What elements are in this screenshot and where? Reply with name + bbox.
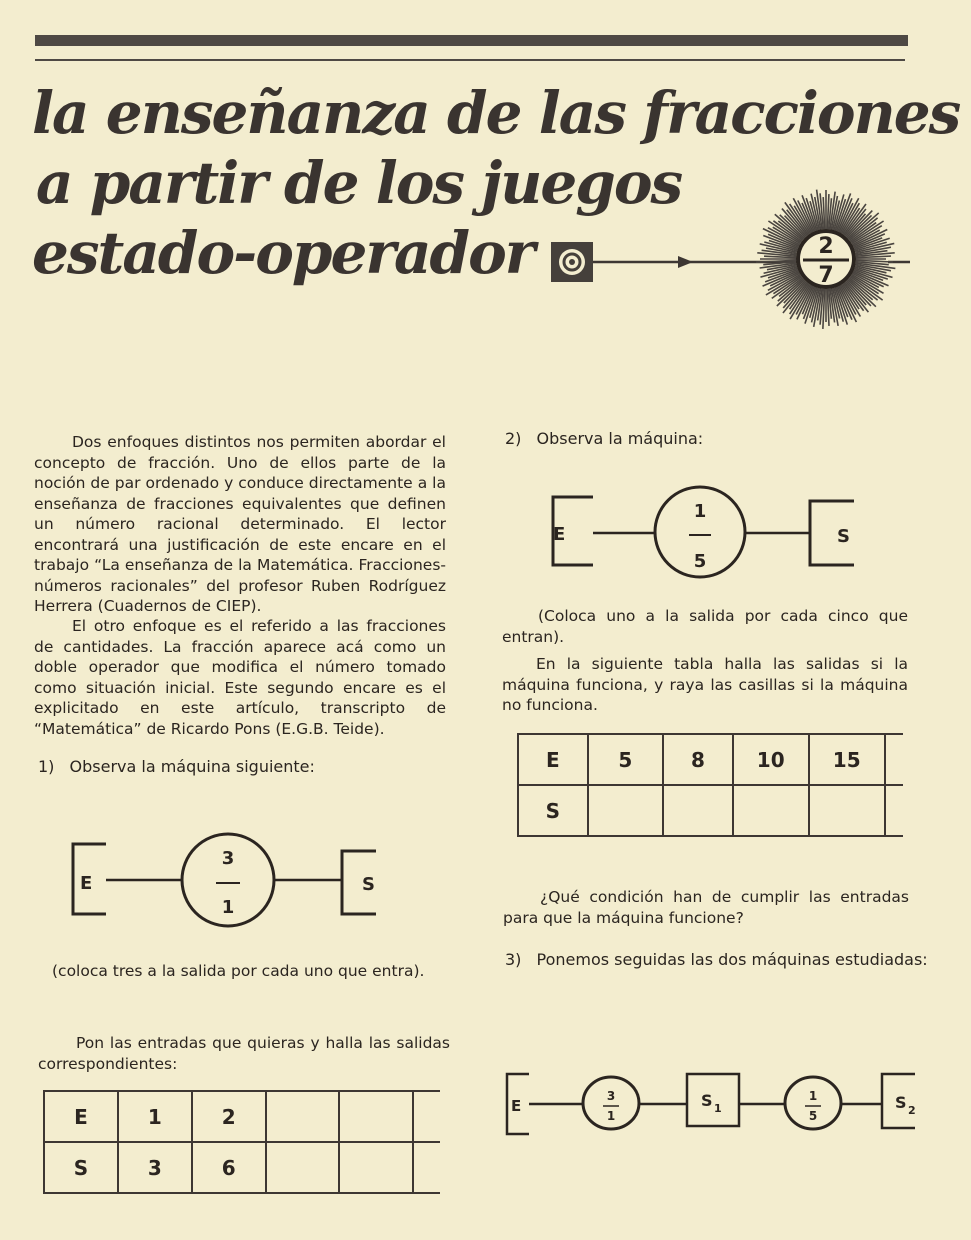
table-cell[interactable] — [266, 1091, 340, 1142]
item-2-text: Observa la máquina: — [536, 429, 704, 448]
machine-1-output-label: S — [362, 874, 375, 895]
table-cell[interactable] — [588, 785, 663, 836]
item-3-heading — [505, 950, 928, 969]
item-3-number: 3) — [505, 950, 522, 969]
table-cell — [885, 734, 903, 785]
table-cell: 15 — [809, 734, 885, 785]
table-1 — [43, 1090, 440, 1194]
table-cell[interactable] — [339, 1142, 413, 1193]
chain-op1-denominator: 1 — [606, 1109, 616, 1123]
table-row — [518, 734, 903, 785]
intro-paragraph-2: El otro enfoque es el referido a las fracciones de cantidades. La fracción aparece acá como un doble operador que modifica el número tomado como situación inicial. Este segundo encare es el explicitado en este artículo, transcripto de “Matemática” de Ricardo Pons (E.G.B. Teide). — [34, 617, 446, 738]
title-emblem — [548, 185, 913, 335]
table-row — [44, 1142, 440, 1193]
item-2-instruction: En la siguiente tabla halla las salidas si la máquina funciona, y raya las casillas si la máquina no funciona. — [502, 655, 908, 714]
item-2-heading — [505, 429, 703, 448]
header-rule-thin — [35, 59, 905, 61]
chain-mid-letter: S — [701, 1091, 713, 1110]
intermediate-box — [687, 1074, 739, 1126]
item-1-number: 1) — [38, 757, 55, 776]
table-cell: 5 — [588, 734, 663, 785]
machine-1-diagram — [68, 833, 398, 933]
table-row — [518, 785, 903, 836]
table-row — [44, 1091, 440, 1142]
table-cell: E — [44, 1091, 118, 1142]
title-line-2: a partir de los juegos — [36, 149, 682, 217]
table-cell: 1 — [118, 1091, 192, 1142]
machine-2-input-label: E — [553, 524, 566, 545]
header-rule-thick — [35, 35, 908, 46]
table-cell — [885, 785, 903, 836]
machine-chain-diagram — [505, 1068, 920, 1143]
chain-mid-subscript: 1 — [714, 1102, 722, 1115]
chain-out-subscript: 2 — [908, 1104, 916, 1117]
item-3-text: Ponemos seguidas las dos máquinas estudiadas: — [536, 950, 928, 969]
machine-1-numerator: 3 — [221, 848, 235, 869]
title-line-1: la enseñanza de las fracciones — [32, 79, 960, 147]
item-2-number: 2) — [505, 429, 522, 448]
table-cell: 6 — [192, 1142, 266, 1193]
chain-out-letter: S — [895, 1093, 907, 1112]
table-cell[interactable] — [809, 785, 885, 836]
machine-2-output-label: S — [837, 526, 850, 547]
table-cell[interactable] — [339, 1091, 413, 1142]
machine-2-diagram — [548, 485, 868, 585]
item-1-text: Observa la máquina siguiente: — [69, 757, 315, 776]
item-2-caption: (Coloca uno a la salida por cada cinco que entran). — [502, 607, 908, 646]
emblem-denominator: 7 — [818, 263, 834, 288]
table-cell: 3 — [118, 1142, 192, 1193]
table-cell: E — [518, 734, 588, 785]
chain-op2-numerator: 1 — [808, 1089, 818, 1103]
emblem-numerator: 2 — [818, 234, 834, 259]
table-cell: 10 — [733, 734, 809, 785]
machine-1-denominator: 1 — [221, 897, 235, 918]
table-cell: S — [44, 1142, 118, 1193]
table-cell: 8 — [663, 734, 733, 785]
item-1-instruction: Pon las entradas que quieras y halla las salidas correspondientes: — [38, 1034, 450, 1073]
machine-2-numerator: 1 — [693, 501, 707, 522]
title-line-3: estado-operador — [32, 219, 534, 287]
table-cell — [413, 1142, 440, 1193]
intro-paragraph-1: Dos enfoques distintos nos permiten abordar el concepto de fracción. Uno de ellos parte de la noción de par ordenado y conduce directamente a la enseñanza de fracciones equivalentes que definen un número racional determinado. El lector encontrará una justificación de este encare en el trabajo “La enseñanza de la Matemática. Fracciones-números racionales” del profesor Ruben Rodríguez Herrera (Cuadernos de CIEP). — [34, 433, 446, 615]
chain-op2-denominator: 5 — [808, 1109, 818, 1123]
item-1-caption: (coloca tres a la salida por cada uno que entra). — [52, 962, 425, 980]
table-cell: 2 — [192, 1091, 266, 1142]
chain-op1-numerator: 3 — [606, 1089, 616, 1103]
machine-2-denominator: 5 — [693, 551, 707, 572]
item-2-question: ¿Qué condición han de cumplir las entradas para que la máquina funcione? — [503, 888, 909, 927]
chain-input-label: E — [511, 1097, 522, 1115]
table-cell[interactable] — [266, 1142, 340, 1193]
table-2 — [517, 733, 903, 837]
machine-1-input-label: E — [80, 873, 93, 894]
table-cell[interactable] — [733, 785, 809, 836]
gear-square-icon — [551, 242, 593, 282]
table-cell — [413, 1091, 440, 1142]
table-cell[interactable] — [663, 785, 733, 836]
table-cell: S — [518, 785, 588, 836]
arrow-head-icon — [678, 256, 693, 268]
item-1-heading — [38, 757, 315, 776]
